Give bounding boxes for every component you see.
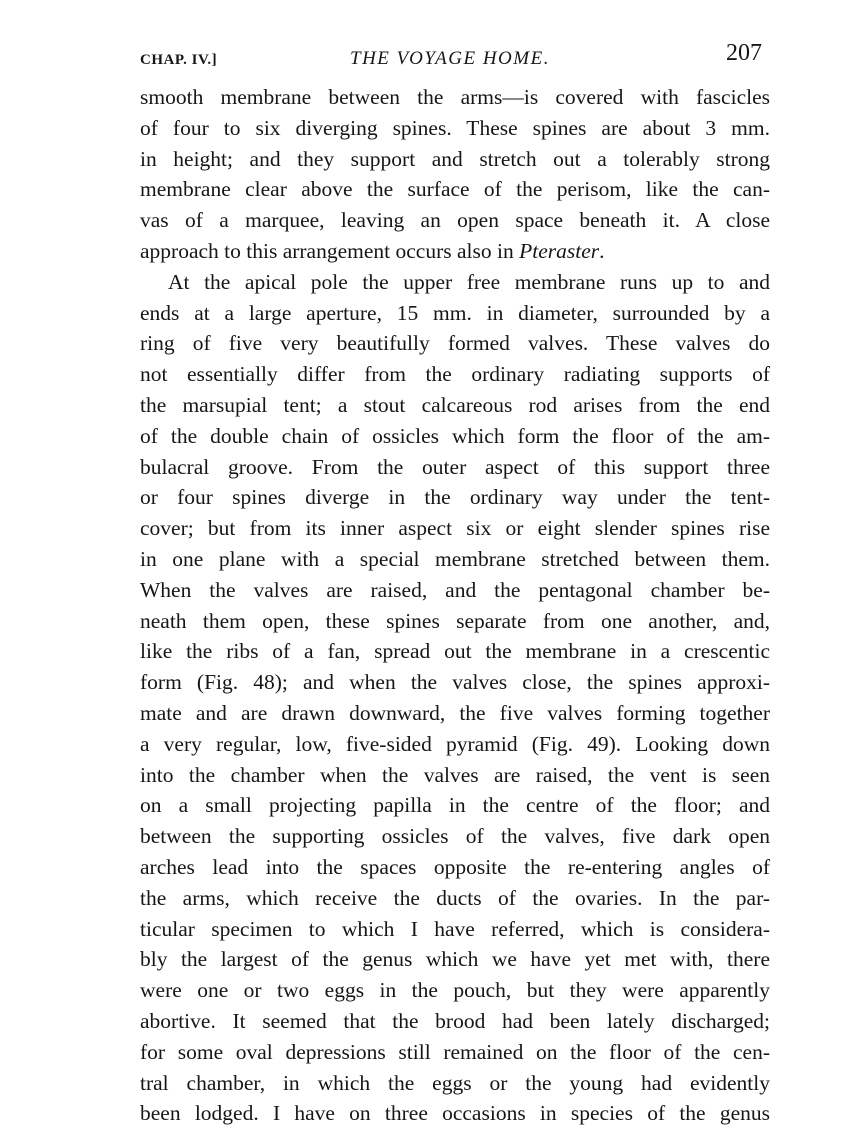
text-line: vas of a marquee, leaving an open space beneath it. A close — [140, 208, 770, 233]
text-line: in one plane with a special membrane stretched between them. — [140, 546, 770, 571]
text-line: in height; and they support and stretch out a tolerably strong — [140, 146, 770, 171]
text-line: a very regular, low, five-sided pyramid (Fig. 49). Looking down — [140, 731, 770, 756]
text-line: ends at a large aperture, 15 mm. in diameter, surrounded by a — [140, 300, 770, 325]
text-line: of four to six diverging spines. These spines are about 3 mm. — [140, 115, 770, 140]
text-run: approach to this arrangement occurs also in — [140, 238, 520, 263]
text-line: were one or two eggs in the pouch, but they were apparently — [140, 978, 770, 1003]
text-line: bulacral groove. From the outer aspect of this support three — [140, 454, 770, 479]
text-line: abortive. It seemed that the brood had been lately discharged; — [140, 1008, 770, 1033]
chapter-label: CHAP. IV.] — [140, 52, 218, 68]
text-line: neath them open, these spines separate from one another, and, — [140, 608, 770, 633]
page-number: 207 — [726, 40, 762, 66]
text-line: When the valves are raised, and the pentagonal chamber be- — [140, 577, 770, 602]
text-line: cover; but from its inner aspect six or eight slender spines rise — [140, 516, 770, 541]
body-text — [140, 82, 770, 1129]
text-line: on a small projecting papilla in the centre of the floor; and — [140, 793, 770, 818]
text-line: ring of five very beautifully formed valves. These valves do — [140, 331, 770, 356]
text-line: of the double chain of ossicles which form the floor of the am- — [140, 423, 770, 448]
text-line: like the ribs of a fan, spread out the membrane in a crescentic — [140, 639, 770, 664]
running-head — [140, 40, 768, 74]
italic-genus-name: Pteraster — [519, 238, 600, 263]
text-line: between the supporting ossicles of the valves, five dark open — [140, 824, 770, 849]
text-line: form (Fig. 48); and when the valves close, the spines approxi- — [140, 670, 770, 695]
text-line: the marsupial tent; a stout calcareous rod arises from the end — [140, 392, 770, 417]
text-line: arches lead into the spaces opposite the re-entering angles of — [140, 854, 770, 879]
text-line: smooth membrane between the arms—is covered with fascicles — [140, 85, 770, 109]
paragraph-first-line: At the apical pole the upper free membrane runs up to and — [168, 269, 770, 294]
text-line: mate and are drawn downward, the five valves forming together — [140, 700, 770, 725]
text-line: bly the largest of the genus which we have yet met with, there — [140, 947, 770, 972]
text-line: for some oval depressions still remained on the floor of the cen- — [140, 1039, 770, 1064]
text-line: been lodged. I have on three occasions in species of the genus — [140, 1101, 770, 1126]
text-line: not essentially differ from the ordinary radiating supports of — [140, 362, 770, 387]
text-line: or four spines diverge in the ordinary way under the tent- — [140, 485, 770, 510]
text-line: into the chamber when the valves are raised, the vent is seen — [140, 762, 770, 787]
text-line: membrane clear above the surface of the perisom, like the can- — [140, 177, 770, 202]
text-line — [140, 236, 770, 267]
text-line: tral chamber, in which the eggs or the young had evidently — [140, 1070, 770, 1095]
running-title: THE VOYAGE HOME. — [350, 48, 550, 69]
text-run: . — [599, 238, 605, 263]
text-line: ticular specimen to which I have referred, which is considera- — [140, 916, 770, 941]
text-line: the arms, which receive the ducts of the ovaries. In the par- — [140, 885, 770, 910]
